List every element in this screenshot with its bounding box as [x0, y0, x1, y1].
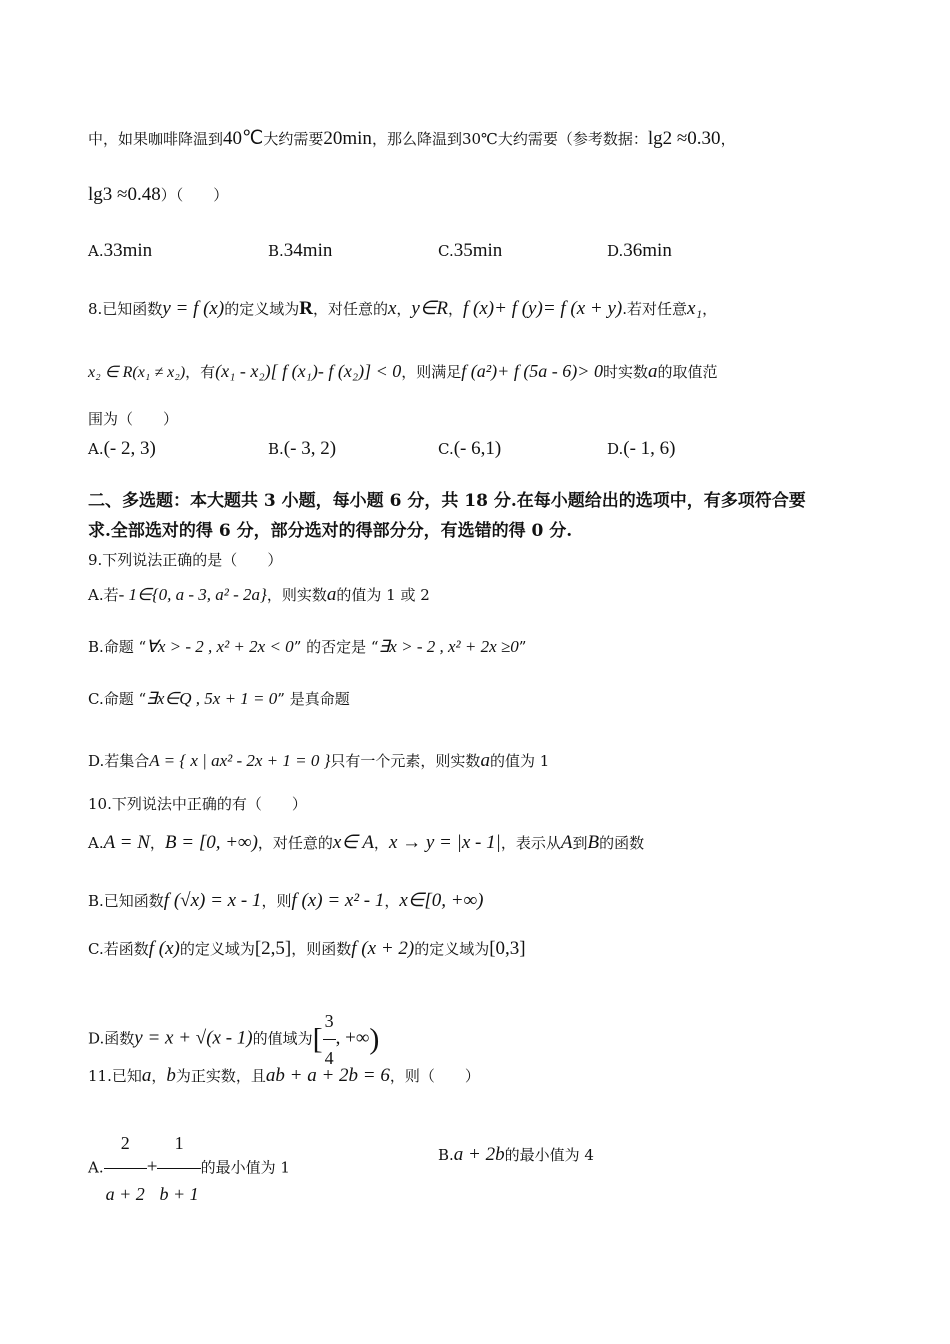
fraction	[104, 1118, 147, 1219]
text: ，	[373, 834, 389, 852]
option-math: ∀x > - 2 , x² + 2x < 0	[146, 637, 294, 656]
option-math: y = x + √(x - 1)	[134, 1027, 253, 1049]
option-math: x∈[0, +∞)	[399, 890, 484, 911]
math-lg2: lg2 ≈0.30	[647, 128, 721, 149]
text: ” 的否定是 “	[293, 638, 379, 656]
q9-option-a[interactable]	[88, 584, 430, 606]
math-B: B	[587, 832, 600, 853]
option-label: A.	[88, 834, 104, 852]
math-fx2: f (x + 2)	[351, 938, 415, 959]
option-label: A.若	[88, 586, 119, 604]
section-heading-line1: 二、多选题：本大题共 3 小题，每小题 6 分，共 18 分.在每小题给出的选项中，有多项符合要	[88, 491, 806, 511]
option-math: ∃x∈Q , 5x + 1 = 0	[146, 689, 278, 708]
math-monotone: (x₁ - x₂)[ f (x₁)- f (x₂)] < 0	[215, 361, 402, 381]
math-a: a	[480, 750, 490, 771]
q9-stem: 9.下列说法正确的是（ ）	[88, 551, 283, 569]
text: ，	[149, 834, 165, 852]
text: ，表示从	[500, 834, 561, 852]
option-label: D.	[607, 440, 624, 458]
text: ，则函数	[291, 940, 352, 958]
text: ，有	[185, 363, 216, 381]
math-y: y∈R	[411, 298, 448, 319]
q8-option-c[interactable]	[438, 438, 501, 460]
q7-stem-line1	[88, 128, 736, 150]
fraction-numerator: 1	[157, 1118, 200, 1169]
text: ”	[518, 638, 527, 656]
option-math: f (x) = x² - 1	[291, 890, 385, 911]
q9-option-d[interactable]	[88, 750, 549, 772]
math-x2: x₂ ∈ R(x₁ ≠ x₂)	[88, 364, 186, 381]
q10-option-c[interactable]	[88, 938, 526, 960]
math-A-eq-N: A = N	[103, 832, 150, 853]
paren-right: )	[369, 1022, 380, 1056]
bracket-left: [	[312, 1022, 323, 1056]
answer-paren: ）（ ）	[160, 186, 229, 204]
text: ，	[720, 130, 736, 148]
text: ，	[702, 300, 718, 318]
math-A: A	[560, 832, 573, 853]
q9-option-b[interactable]	[88, 636, 526, 658]
math-a: a	[141, 1065, 152, 1086]
text: ，	[151, 1067, 167, 1085]
option-label: C.	[438, 440, 454, 458]
math-plus: +	[146, 1156, 158, 1178]
text: 11.已知	[88, 1067, 142, 1085]
option-label: C.	[438, 242, 454, 260]
q8-option-d[interactable]	[607, 438, 676, 460]
option-math: (- 2, 3)	[103, 438, 156, 459]
math-condition: f (a²)+ f (5a - 6)> 0	[461, 361, 603, 381]
math-b: b	[166, 1065, 176, 1086]
q11-option-a[interactable]	[88, 1118, 290, 1219]
option-math: (- 1, 6)	[623, 438, 676, 459]
text: 的最小值为 4	[504, 1146, 594, 1164]
q7-stem-line2	[88, 184, 228, 206]
fraction-denominator: 4	[324, 1048, 334, 1068]
q7-option-d[interactable]	[607, 240, 672, 262]
option-math: 33min	[103, 240, 153, 261]
text: 时实数	[602, 363, 648, 381]
text: 大约需要	[263, 130, 324, 148]
math-x1: x₁	[687, 298, 703, 319]
text: ，则满足	[401, 363, 462, 381]
option-label: C.命题 “	[88, 690, 147, 708]
option-label: B.	[268, 242, 284, 260]
option-math: A = { x | ax² - 2x + 1 = 0 }	[149, 751, 331, 770]
text: 的定义域为	[414, 940, 490, 958]
math-B: B = [0, +∞)	[164, 832, 258, 853]
q8-option-a[interactable]	[88, 438, 156, 460]
math-lg3: lg3 ≈0.48	[88, 184, 161, 205]
math-additive: f (x)+ f (y)= f (x + y)	[463, 298, 623, 319]
q7-option-b[interactable]	[268, 240, 332, 262]
option-label: A.	[88, 440, 104, 458]
option-label: D.函数	[88, 1029, 135, 1048]
option-label: B.命题 “	[88, 638, 147, 656]
option-math: 35min	[453, 240, 503, 261]
text: 的最小值为 1	[200, 1158, 290, 1177]
text: 的定义域为	[224, 300, 300, 318]
option-label: B.	[268, 440, 284, 458]
text: 的取值范	[657, 363, 718, 381]
option-math: f (√x) = x - 1	[163, 890, 262, 911]
text: 的定义域为	[179, 940, 255, 958]
option-math: 34min	[283, 240, 333, 261]
math-R: R	[299, 298, 313, 319]
text: ” 是真命题	[277, 690, 350, 708]
q9-option-c[interactable]	[88, 688, 350, 710]
q8-stem-line3: 围为（ ）	[88, 410, 179, 428]
q10-stem: 10.下列说法中正确的有（ ）	[88, 795, 307, 813]
text: 的值域为	[252, 1029, 313, 1048]
text: 大约需要（参考数据：	[497, 130, 648, 148]
q8-stem-line2	[88, 360, 717, 384]
text: .若对任意	[622, 300, 688, 318]
option-math: ∃x > - 2 , x² + 2x ≥0	[378, 637, 519, 656]
text: 的函数	[599, 834, 645, 852]
text: ，	[448, 300, 464, 318]
option-math: a + 2b	[453, 1144, 505, 1165]
math-interval: [0,3]	[489, 938, 526, 959]
text: ，对任意的	[257, 834, 333, 852]
option-math: 36min	[623, 240, 672, 261]
text: ，则	[261, 892, 292, 910]
option-label: C.若函数	[88, 940, 149, 958]
math-func: y = f (x)	[162, 298, 225, 319]
q8-option-b[interactable]	[268, 438, 336, 460]
option-math: (- 3, 2)	[283, 438, 337, 459]
text-30c: 30℃	[461, 130, 498, 148]
option-label: D.若集合	[88, 752, 150, 770]
text: ，那么降温到	[371, 130, 462, 148]
option-label: B.	[438, 1146, 454, 1164]
option-math: (- 6,1)	[453, 438, 502, 459]
q11-stem	[88, 1065, 480, 1087]
text: 的值为 1 或 2	[336, 586, 430, 604]
fraction-numerator: 3	[323, 1003, 336, 1040]
math-map: x → y = |x - 1|	[388, 832, 501, 853]
fraction	[157, 1118, 200, 1219]
text: 8.已知函数	[88, 300, 163, 318]
fraction-denominator: b + 1	[159, 1184, 199, 1204]
math-40c: 40℃	[223, 128, 264, 149]
option-label: A.	[88, 1158, 104, 1177]
math-x: x	[387, 298, 397, 319]
option-math: - 1∈{0, a - 3, a² - 2a}	[118, 585, 267, 604]
math-infinity: , +∞	[335, 1027, 370, 1049]
text: 只有一个元素，则实数	[330, 752, 481, 770]
section-heading-line2: 求.全部选对的得 6 分，部分选对的得部分分，有选错的得 0 分.	[88, 521, 573, 541]
text: 到	[572, 834, 588, 852]
q7-option-a[interactable]	[88, 240, 152, 262]
math-interval: [2,5]	[254, 938, 292, 959]
text: ，则（ ）	[389, 1067, 480, 1085]
option-label: B.已知函数	[88, 892, 164, 910]
q7-option-c[interactable]	[438, 240, 502, 262]
math-condition: ab + a + 2b = 6	[265, 1065, 390, 1086]
text: ，对任意的	[312, 300, 388, 318]
math-a: a	[326, 584, 337, 605]
q11-option-b[interactable]	[438, 1144, 594, 1166]
option-label: A.	[88, 242, 104, 260]
text: ，则实数	[266, 586, 327, 604]
math-fx: f (x)	[148, 938, 180, 959]
q8-stem-line1	[88, 298, 717, 320]
text: 的值为 1	[489, 752, 550, 770]
math-20min: 20min	[323, 128, 372, 149]
fraction-denominator: a + 2	[105, 1184, 145, 1204]
q10-option-a[interactable]	[88, 832, 644, 854]
text: ，	[396, 300, 412, 318]
option-label: D.	[607, 242, 624, 260]
q10-option-b[interactable]	[88, 890, 483, 912]
text: 为正实数，且	[175, 1067, 266, 1085]
fraction-numerator: 2	[104, 1118, 147, 1169]
math-x-in-A: x∈ A	[332, 832, 374, 853]
math-a: a	[647, 361, 658, 382]
text: ，	[384, 892, 400, 910]
text: 中，如果咖啡降温到	[88, 130, 224, 148]
